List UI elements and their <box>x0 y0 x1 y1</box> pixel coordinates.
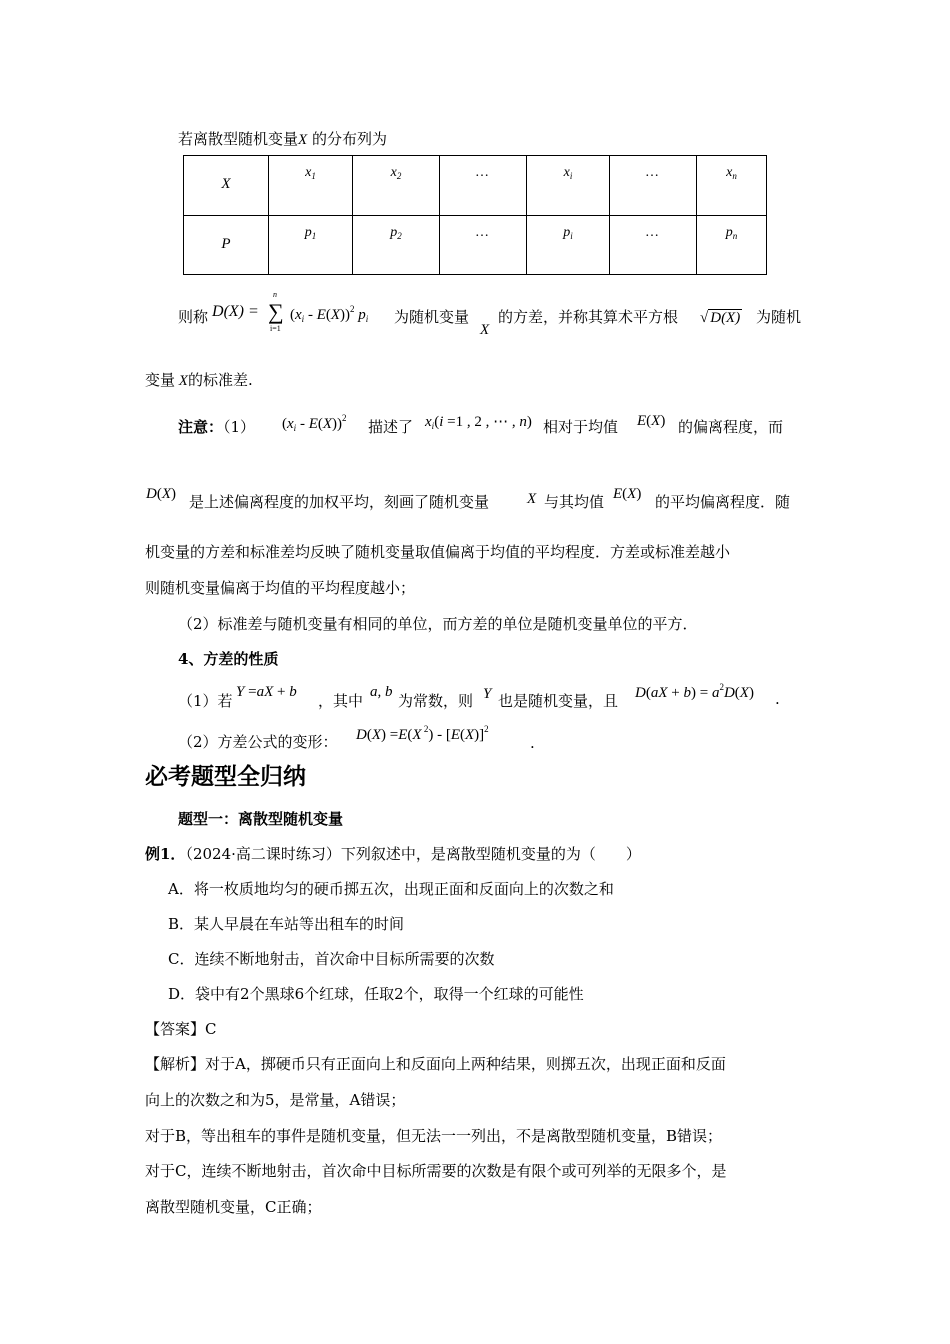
sqrt-dx: √ D(X) <box>700 310 741 326</box>
note-line2a: 是上述偏离程度的加权平均，刻画了随机变量 <box>189 493 490 511</box>
section-title: 必考题型全归纳 <box>145 764 306 790</box>
note-deviation: 的偏离程度，而 <box>678 418 784 436</box>
table-cell: … <box>440 156 527 216</box>
table-header-x: X <box>184 156 269 216</box>
prop1-ab: a, b <box>370 684 393 700</box>
variance-def-mid: 为随机变量 <box>394 308 470 326</box>
table-cell: … <box>440 215 527 275</box>
sigma-lower: i=1 <box>270 324 281 333</box>
variance-formula-rhs: $(x_i - E(X))^2$ $p_i$ <box>290 304 369 324</box>
example-stem-text: （2024·高二课时练习）下列叙述中，是离散型随机变量的为（ ） <box>185 845 641 863</box>
sigma-upper: n <box>273 290 277 299</box>
var-x: X <box>527 491 537 507</box>
note-line2c: 的平均偏离程度．随 <box>655 493 791 511</box>
note-describes: 描述了 <box>368 418 414 436</box>
var-x: X <box>298 132 308 148</box>
note-line1 <box>178 416 255 437</box>
table-row-p <box>184 215 767 275</box>
intro-text-end: 的分布列为 <box>311 130 387 148</box>
option-b: B．某人早晨在车站等出租车的时间 <box>168 915 405 933</box>
table-row-x <box>184 156 767 216</box>
option-c: C．连续不断地射击，首次命中目标所需要的次数 <box>168 950 495 968</box>
option-a: A．将一枚质地均匀的硬币掷五次，出现正面和反面向上的次数之和 <box>168 880 614 898</box>
note-dx: D(X) <box>146 486 177 502</box>
analysis-line-4: 对于C，连续不断地射击，首次命中目标所需要的次数是有限个或可列举的无限多个，是 <box>145 1162 727 1180</box>
note-line2b: 与其均值 <box>544 493 605 511</box>
sqrt-content: D(X) <box>710 310 741 326</box>
note-expr1: $(x_i - E(X))^2$ <box>282 413 347 433</box>
option-d: D．袋中有2个黑球6个红球，任取2个，取得一个红球的可能性 <box>168 985 584 1003</box>
example-label: 例1． <box>145 845 186 863</box>
var-x: X <box>178 373 188 389</box>
analysis-line-2: 向上的次数之和为5，是常量，A错误； <box>145 1091 406 1109</box>
table-cell: $p_2$ <box>353 215 440 275</box>
intro-text: 若离散型随机变量 <box>178 130 299 148</box>
analysis-label: 【解析】 <box>145 1055 206 1073</box>
analysis-line-1 <box>145 1053 726 1074</box>
prop1-mid2: 为常数，则 <box>398 692 474 710</box>
analysis-line-3: 对于B，等出租车的事件是随机变量，但无法一一列出，不是离散型随机变量，B错误； <box>145 1127 723 1145</box>
prop2-prefix: （2）方差公式的变形： <box>178 733 338 751</box>
answer-value: C <box>205 1020 217 1038</box>
sigma-symbol: ∑ <box>268 299 284 324</box>
note-ex: E(X) <box>637 413 666 429</box>
text: （1） <box>223 418 256 436</box>
table-cell: $x_2$ <box>353 156 440 216</box>
answer-line <box>145 1018 217 1039</box>
text: 变量 <box>145 371 176 389</box>
note-line3: 机变量的方差和标准差均反映了随机变量取值偏离于均值的平均程度．方差或标准差越小 <box>145 543 731 561</box>
prop2-formula: D(X) =E(X $^2) - [E(X)]^2$ <box>356 724 489 743</box>
prop1-y: Y <box>483 686 492 702</box>
table-cell: $x_i$ <box>527 156 610 216</box>
prop1-expr: Y =aX + b <box>236 684 297 700</box>
properties-heading: 4、方差的性质 <box>178 650 279 668</box>
table-cell: … <box>610 156 697 216</box>
table-cell: $p_n$ <box>697 215 767 275</box>
variance-formula-lhs: D(X) = <box>212 303 259 320</box>
note-label: 注意： <box>178 418 224 436</box>
note-line4: 则随机变量偏离于均值的平均程度越小； <box>145 579 416 597</box>
prop1-mid: ，其中 <box>318 692 364 710</box>
variance-def-suffix: 为随机 <box>756 308 802 326</box>
analysis-line-5: 离散型随机变量，C正确； <box>145 1198 322 1216</box>
period: . <box>530 734 535 752</box>
var-x: X <box>480 322 490 338</box>
variance-def-prefix: 则称 <box>178 308 209 326</box>
note-relative: 相对于均值 <box>543 418 619 436</box>
prop1-prefix: （1）若 <box>178 692 233 710</box>
table-header-p: P <box>184 215 269 275</box>
table-cell: $x_n$ <box>697 156 767 216</box>
note-expr2: $x_i(i =1$ , 2 , ⋯ , n) <box>425 414 532 431</box>
text: 的标准差. <box>187 371 253 389</box>
answer-label: 【答案】 <box>145 1020 206 1038</box>
prop1-formula: $D(aX + b) = a^2D(X)$ <box>635 682 754 701</box>
table-cell: $x_1$ <box>269 156 353 216</box>
type1-title: 题型一：离散型随机变量 <box>178 810 344 828</box>
note-ex2: E(X) <box>613 486 642 502</box>
variance-def-line2 <box>145 369 253 390</box>
prop1-mid3: 也是随机变量，且 <box>498 692 619 710</box>
distribution-table <box>183 155 767 275</box>
note-item2: （2）标准差与随机变量有相同的单位，而方差的单位是随机变量单位的平方． <box>178 615 698 633</box>
intro-line <box>178 128 387 149</box>
table-cell: $p_1$ <box>269 215 353 275</box>
table-cell: … <box>610 215 697 275</box>
period: . <box>775 690 780 708</box>
variance-def-mid2: 的方差，并称其算术平方根 <box>498 308 679 326</box>
example1-stem <box>145 843 641 864</box>
table-cell: $p_i$ <box>527 215 610 275</box>
analysis-text: 对于A，掷硬币只有正面向上和反面向上两种结果，则掷五次，出现正面和反面 <box>205 1055 726 1073</box>
